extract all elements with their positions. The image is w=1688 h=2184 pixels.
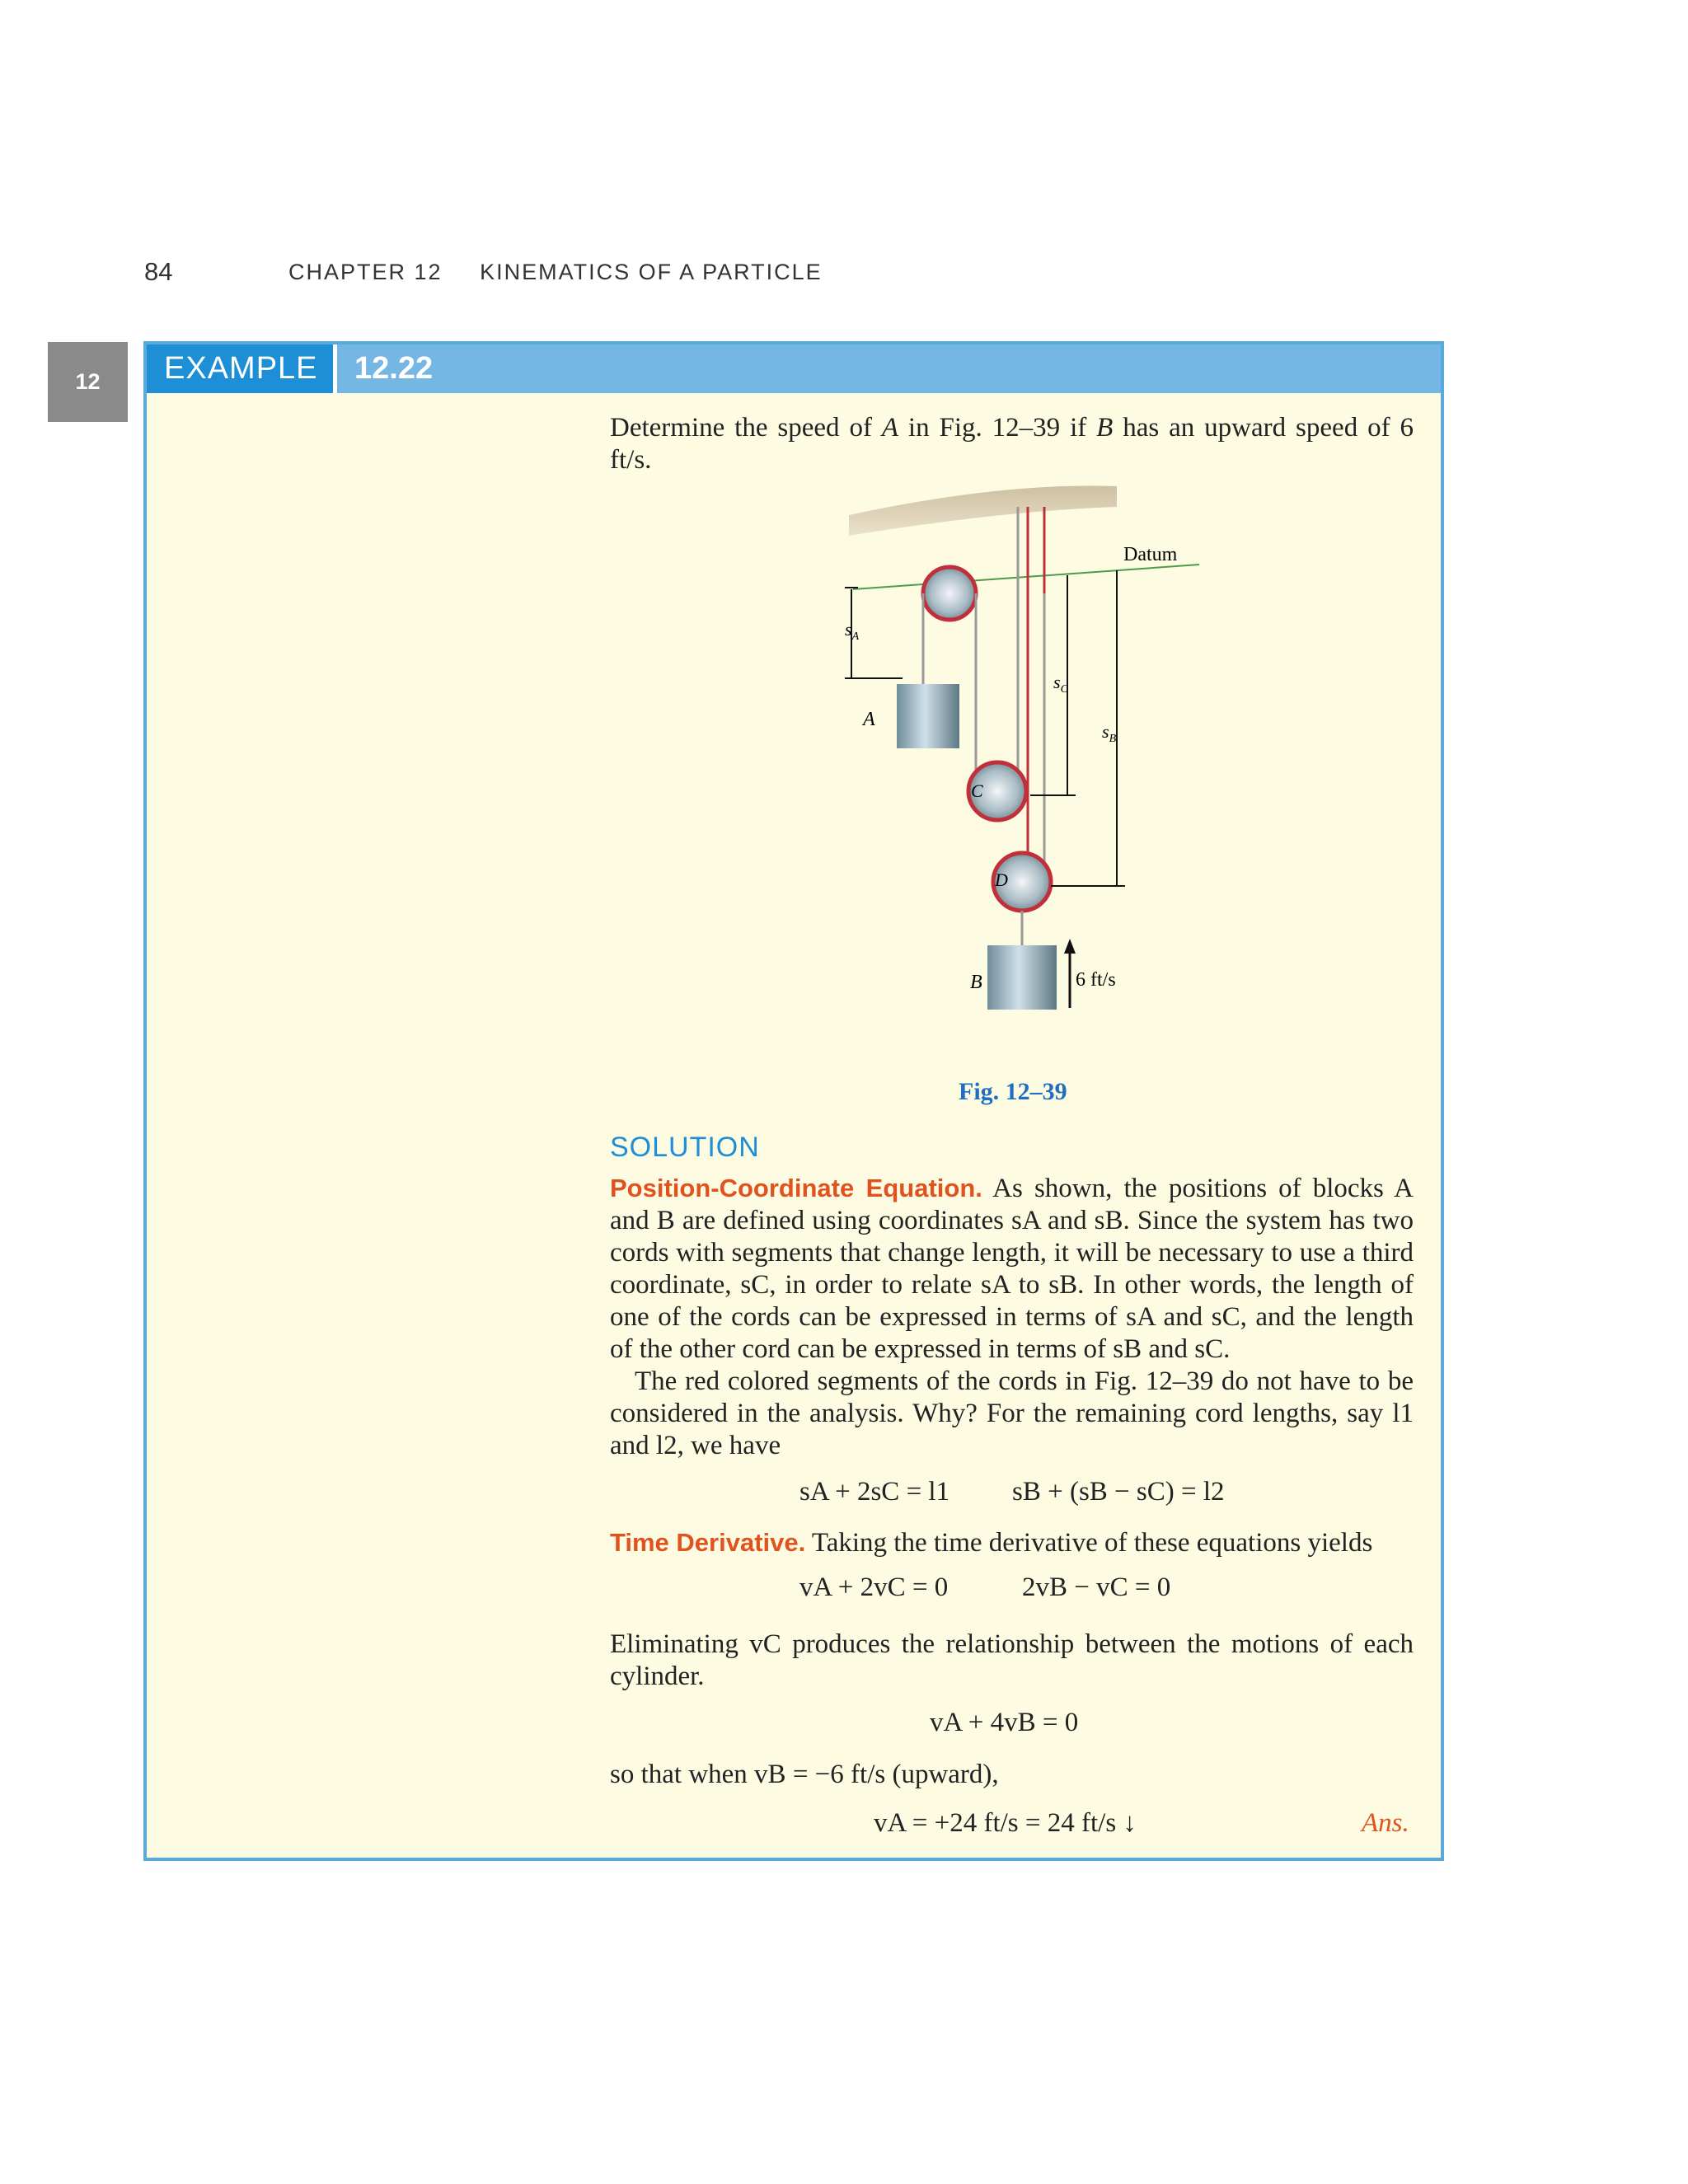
- red-segments-paragraph: The red colored segments of the cords in Fig. 12–39 do not have to be considered in the analysis. Why? For the remaining cord lengths, say l1 and l2, we have: [610, 1366, 1414, 1460]
- svg-text:6 ft/s: 6 ft/s: [1076, 969, 1116, 991]
- time-derivative-paragraph: [610, 1526, 1414, 1559]
- svg-text:sC: $s_C$: [1053, 672, 1068, 696]
- svg-text:B: B: [970, 972, 982, 993]
- final-answer: vA = +24 ft/s = 24 ft/s ↓: [874, 1808, 1137, 1838]
- eliminating-paragraph: Eliminating vC produces the relationship between the motions of each cylinder.: [610, 1629, 1414, 1691]
- example-separator: [333, 344, 337, 393]
- position-paragraph: [610, 1172, 1414, 1366]
- ceiling: [849, 485, 1117, 536]
- page-number: 84: [144, 257, 173, 286]
- example-number: 12.22: [354, 351, 434, 386]
- answer-label: Ans.: [1362, 1808, 1409, 1838]
- example-label: EXAMPLE: [147, 344, 333, 393]
- time-heading: Time Derivative.: [610, 1528, 806, 1557]
- equation-1: sA + 2sC = l1: [799, 1477, 950, 1507]
- position-heading: Position-Coordinate Equation.: [610, 1174, 982, 1202]
- pulley-top: [923, 567, 976, 620]
- chapter-title: KINEMATICS OF A PARTICLE: [480, 260, 823, 284]
- svg-text:C: C: [971, 780, 983, 801]
- problem-statement: Determine the speed of A in Fig. 12–39 if B has an upward speed of 6 ft/s.: [610, 413, 1414, 475]
- block-b: [987, 945, 1057, 1010]
- chapter-tab: 12: [48, 342, 128, 422]
- equation-2: sB + (sB − sC) = l2: [1012, 1477, 1225, 1507]
- so-that-paragraph: so that when vB = −6 ft/s (upward),: [610, 1760, 999, 1789]
- svg-text:sA: $s_A$: [845, 619, 860, 643]
- datum-line: [853, 565, 1199, 589]
- example-header-bar: [147, 344, 1441, 393]
- chapter-label: CHAPTER 12: [288, 260, 443, 284]
- equation-3: vA + 2vC = 0: [799, 1572, 949, 1602]
- solution-body: [610, 1172, 1414, 1462]
- equation-4: 2vB − vC = 0: [1022, 1572, 1171, 1602]
- time-text: Taking the time derivative of these equations yields: [811, 1528, 1373, 1558]
- running-head: [288, 260, 823, 285]
- solution-heading: SOLUTION: [610, 1132, 760, 1163]
- datum-label: Datum: [1123, 544, 1178, 565]
- block-a: [897, 684, 959, 748]
- svg-text:A: A: [863, 709, 875, 730]
- figure-caption: Fig. 12–39: [959, 1078, 1067, 1105]
- svg-text:D: D: [995, 869, 1008, 890]
- svg-text:sB: $s_B$: [1102, 721, 1117, 745]
- position-text: As shown, the positions of blocks A and B are defined using coordinates sA and sB. Since the system has two cords with segments that change length, it will be necessary to use a third coordinate, sC, in order to relate sA to sB. In other words, the length of one of the cords can be expressed in terms of sA and sC, and the length of the other cord can be expressed in terms of sB and sC.: [610, 1174, 1414, 1364]
- pulley-figure: [812, 474, 1240, 1051]
- equation-5: vA + 4vB = 0: [930, 1708, 1079, 1737]
